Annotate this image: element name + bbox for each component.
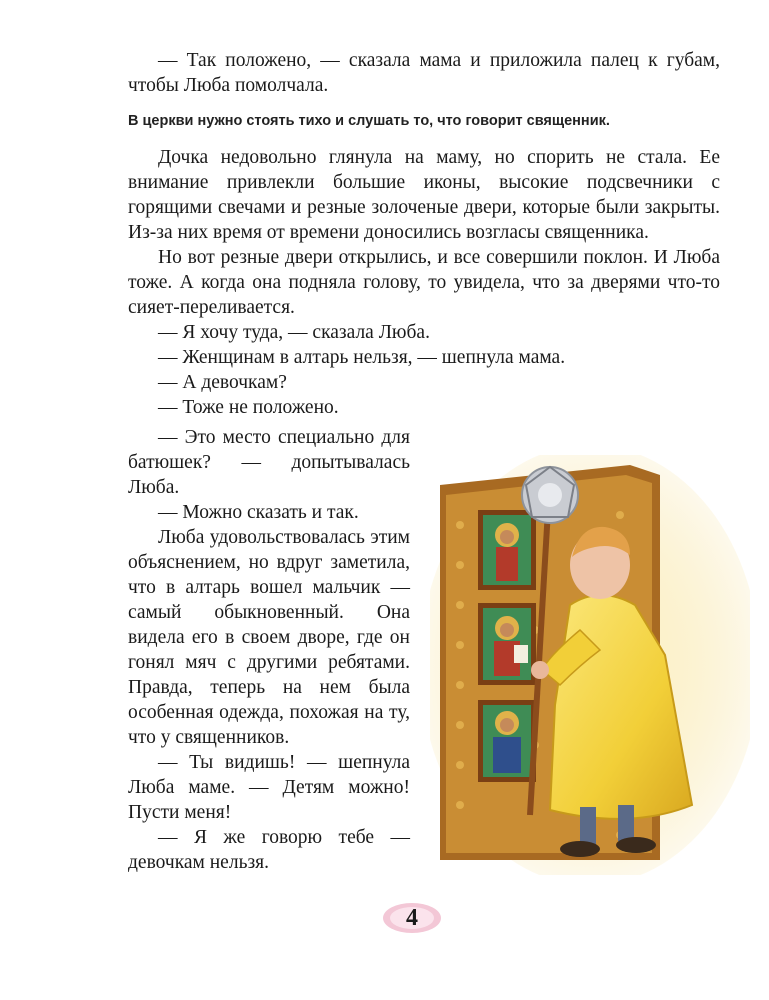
- paragraph: — Тоже не положено.: [158, 397, 339, 418]
- paragraph: Дочка недовольно глянула на маму, но спорить не стала. Ее внимание привлекли большие иконы, высокие подсвечники с горящими свечами и резные золоченые двери, которые были закрыты. Из-за них время от времени доносились возгласы священника.: [128, 147, 720, 243]
- text-block-main: [128, 145, 720, 420]
- page-number: 4: [406, 905, 418, 931]
- icon-panel-3: [478, 700, 536, 782]
- icon-panel-2: [478, 603, 536, 685]
- icon-panel-1: [478, 510, 536, 590]
- paragraph: Но вот резные двери открылись, и все совершили поклон. И Люба тоже. А когда она подняла голову, то увидела, что за дверями что-то сияет-переливается.: [128, 247, 720, 318]
- paragraph: — Я хочу туда, — сказала Люба.: [158, 322, 430, 343]
- highlight-note: В церкви нужно стоять тихо и слушать то, что говорит священник.: [128, 113, 610, 129]
- paragraph: Люба удовольствовалась этим объяснением, но вдруг заметила, что в алтарь вошел мальчик — самый обыкновенный. Она видела его в своем дворе, где он гонял мяч с другими ребятами. Правда, теперь на нем была особенная одежда, похожая на ту, что у священников.: [128, 527, 410, 748]
- paragraph: — Можно сказать и так.: [158, 502, 359, 523]
- altar-boy-illustration: [430, 455, 750, 875]
- paragraph: — Я же говорю тебе — девочкам нельзя.: [128, 827, 410, 873]
- paragraph: — А девочкам?: [158, 372, 287, 393]
- text-block-side: [128, 425, 410, 875]
- page-number-badge: [382, 900, 442, 936]
- paragraph: — Женщинам в алтарь нельзя, — шепнула мама.: [158, 347, 566, 368]
- paragraph: — Это место специально для батюшек? — допытывалась Люба.: [128, 427, 410, 498]
- paragraph: — Ты видишь! — шепнула Люба маме. — Детям можно! Пусти меня!: [128, 752, 410, 823]
- ripida-top: [522, 467, 578, 523]
- paragraph: — Так положено, — сказала мама и приложила палец к губам, чтобы Люба помолчала.: [128, 50, 720, 96]
- text-block-top: [128, 48, 720, 98]
